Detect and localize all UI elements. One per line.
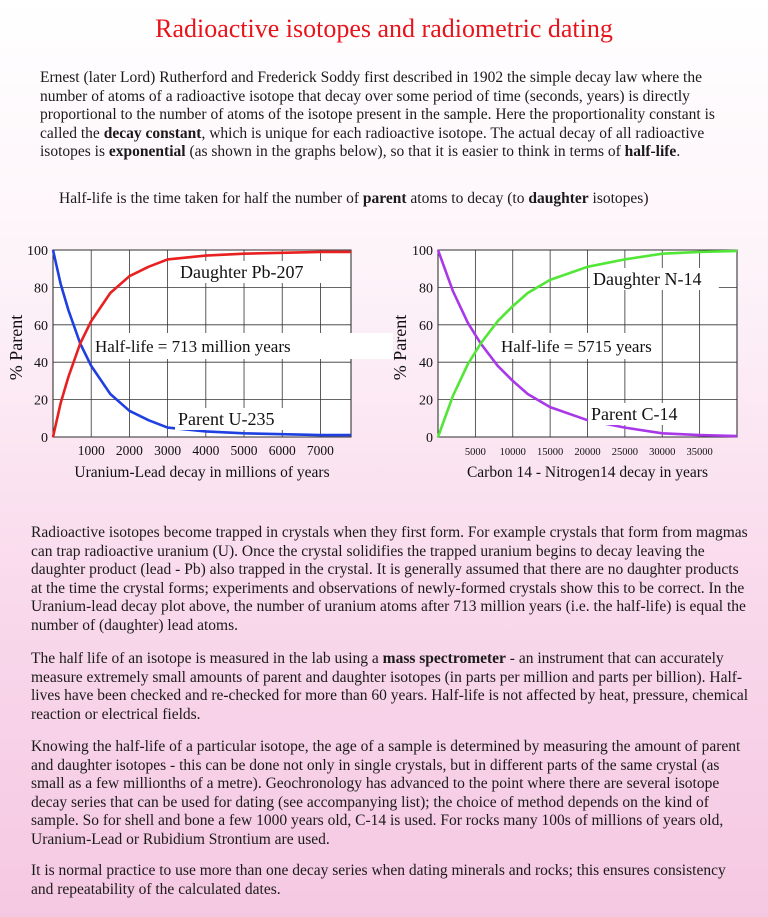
y-tick-label: 40 — [419, 356, 433, 372]
measurement-paragraph — [31, 650, 751, 724]
intro-text-1: Ernest (later Lord) Rutherford and Frederick Soddy first described in 1902 the simple decay law where the number of atoms of a radioactive isotope that decay over some period of time (seconds, years) is directly proportional to the number of atoms of the isotope present in the sample. Here the proportionality constant is called the — [40, 69, 715, 142]
y-tick-label: 60 — [419, 318, 433, 334]
x-tick-label: 15000 — [537, 447, 564, 458]
chart-2 — [390, 244, 737, 481]
y-tick-label: 80 — [419, 281, 433, 297]
intro-text-4: . — [676, 143, 681, 161]
x-tick-label: 6000 — [268, 443, 296, 458]
y-axis-label: % Parent — [6, 314, 26, 381]
y-tick-label: 100 — [412, 244, 433, 259]
y-tick-label: 20 — [419, 393, 433, 409]
intro-text-3: (as shown in the graphs below), so that it is easier to think in terms of — [185, 143, 625, 161]
half-life-annotation: Half-life = 713 million years — [95, 337, 291, 356]
intro-text-2: , which is unique for each radioactive isotope. The actual decay of all radioactive isotopes is — [40, 124, 705, 161]
y-tick-label: 60 — [34, 318, 48, 334]
y-tick-label: 80 — [34, 281, 48, 297]
measurement-text-1: The half life of an isotope is measured in the lab using a — [31, 650, 383, 667]
y-axis-label: % Parent — [390, 314, 410, 381]
y-tick-label: 0 — [41, 431, 48, 446]
term-decay-constant: decay constant — [103, 124, 202, 142]
x-tick-label: 25000 — [611, 447, 638, 458]
x-tick-label: 10000 — [499, 447, 526, 458]
chart-1 — [6, 244, 393, 481]
crystals-paragraph: Radioactive isotopes become trapped in crystals when they first form. For example crystals that form from magmas can trap radioactive uranium (U). Once the crystal solidifies the trapped uranium begins to decay leaving the daughter product (lead - Pb) also trapped in the crystal. It is generally assumed that there are no daughter products at the time the crystal forms; experiments and observations of newly-formed crystals show this to be correct. In the Uranium-lead decay plot above, the number of uranium atoms after 713 million years (i.e. the half-life) is equal the number of (daughter) lead atoms. — [31, 524, 748, 634]
y-tick-label: 40 — [34, 356, 48, 372]
x-tick-label: 30000 — [649, 447, 676, 458]
series-label: Parent C-14 — [591, 404, 678, 424]
x-tick-label: 5000 — [230, 443, 258, 458]
x-tick-label: 2000 — [115, 443, 143, 458]
halflife-def-text-1: Half-life is the time taken for half the number of — [59, 190, 363, 207]
x-tick-label: 20000 — [574, 447, 601, 458]
age-paragraph: Knowing the half-life of a particular isotope, the age of a sample is determined by measuring the amount of parent and daughter isotopes - this can be done not only in single crystals, but in different parts of the same crystal (as small as a few millionths of a metre). Geochronology has advanced to the point where there are several isotope decay series that can be used for dating (see accompanying list); the choice of method depends on the kind of sample. So for shell and bone a few 1000 years old, C-14 is used. For rocks many 100s of millions of years old, Uranium-Lead or Rubidium Strontium are used. — [31, 738, 741, 848]
x-tick-label: 35000 — [686, 447, 713, 458]
y-tick-label: 100 — [27, 244, 48, 259]
y-tick-label: 20 — [34, 393, 48, 409]
practice-paragraph: It is normal practice to use more than one decay series when dating minerals and rocks; this ensures consistency and repeatability of the calculated dates. — [31, 862, 726, 898]
term-mass-spectrometer: mass spectrometer — [382, 650, 506, 667]
series-label: Daughter N-14 — [593, 269, 702, 289]
x-tick-label: 3000 — [154, 443, 182, 458]
measurement-text-2: - an instrument that can accurately measure extremely small amounts of parent and daughter isotopes (in parts per million and parts per billion). Half-lives have been checked and re-checked for more than 60 years. Half-life is not affected by heat, pressure, chemical reaction or electrical fields. — [31, 650, 749, 723]
x-tick-label: 5000 — [464, 447, 486, 458]
x-axis-label: Uranium-Lead decay in millions of years — [74, 464, 330, 481]
x-tick-label: 1000 — [77, 443, 105, 458]
x-tick-label: 7000 — [306, 443, 334, 458]
series-label: Parent U-235 — [178, 409, 275, 429]
page-title: Radioactive isotopes and radiometric dating — [155, 14, 613, 43]
y-tick-label: 0 — [426, 431, 433, 446]
x-axis-label: Carbon 14 - Nitrogen14 decay in years — [466, 464, 709, 481]
term-parent: parent — [362, 190, 407, 207]
term-exponential: exponential — [108, 143, 186, 161]
halflife-def-text-2: atoms to decay (to — [406, 190, 529, 207]
halflife-def-text-3: isotopes) — [588, 190, 649, 207]
series-label: Daughter Pb-207 — [180, 262, 304, 282]
half-life-annotation: Half-life = 5715 years — [501, 337, 652, 356]
term-half-life: half-life — [624, 143, 677, 161]
x-tick-label: 4000 — [192, 443, 220, 458]
term-daughter: daughter — [528, 190, 589, 207]
